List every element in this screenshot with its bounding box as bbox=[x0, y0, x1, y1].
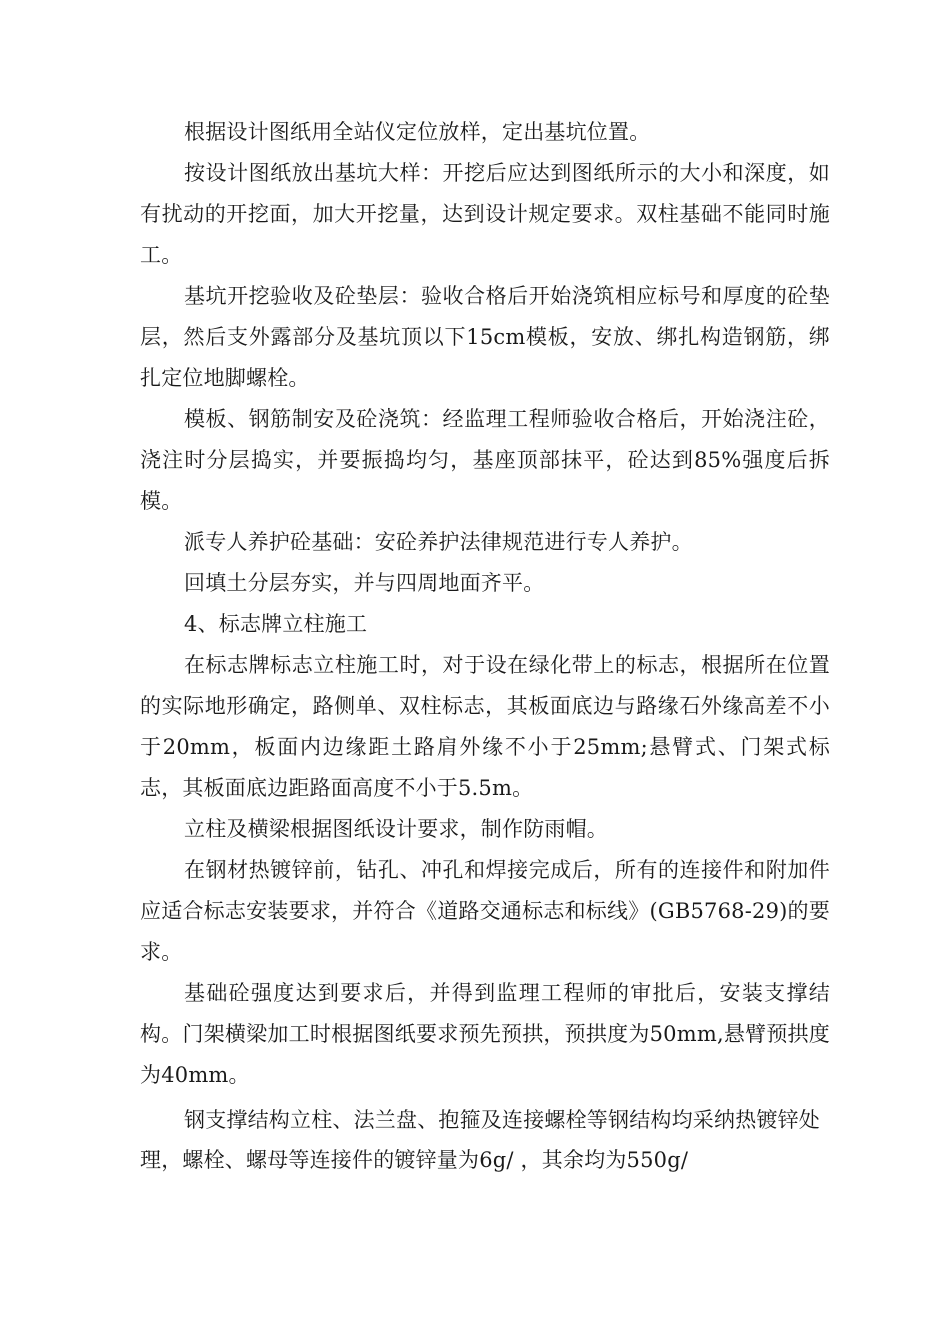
document-body bbox=[140, 112, 830, 1180]
paragraph-column-construction: 在标志牌标志立柱施工时，对于设在绿化带上的标志，根据所在位置的实际地形确定，路侧单、双柱标志，其板面底边与路缘石外缘高差不小于20mm，板面内边缘距土路肩外缘不小于25mm;悬臂式、门架式标志，其板面底边距路面高度不小于5.5m。 bbox=[140, 653, 830, 800]
paragraph-support-structure: 基础砼强度达到要求后，并得到监理工程师的审批后，安装支撑结构。门架横梁加工时根据图纸要求预先预拱，预拱度为50mm,悬臂预拱度为40mm。 bbox=[140, 981, 830, 1087]
paragraph-rain-cap: 立柱及横梁根据图纸设计要求，制作防雨帽。 bbox=[184, 817, 608, 841]
paragraph-galvanizing: 在钢材热镀锌前，钻孔、冲孔和焊接完成后，所有的连接件和附加件应适合标志安装要求，并符合《道路交通标志和标线》(GB5768-29)的要求。 bbox=[140, 858, 830, 964]
paragraph-curing: 派专人养护砼基础：安砼养护法律规范进行专人养护。 bbox=[184, 530, 693, 554]
paragraph-cushion: 基坑开挖验收及砼垫层：验收合格后开始浇筑相应标号和厚度的砼垫层，然后支外露部分及基坑顶以下15cm模板，安放、绑扎构造钢筋，绑扎定位地脚螺栓。 bbox=[140, 284, 830, 390]
paragraph-excavation: 按设计图纸放出基坑大样：开挖后应达到图纸所示的大小和深度，如有扰动的开挖面，加大开挖量，达到设计规定要求。双柱基础不能同时施工。 bbox=[140, 161, 830, 267]
paragraph-backfill: 回填土分层夯实，并与四周地面齐平。 bbox=[184, 571, 545, 595]
paragraph-survey: 根据设计图纸用全站仪定位放样，定出基坑位置。 bbox=[184, 120, 651, 144]
section-heading: 4、标志牌立柱施工 bbox=[184, 612, 368, 636]
paragraph-formwork: 模板、钢筋制安及砼浇筑：经监理工程师验收合格后，开始浇注砼，浇注时分层捣实，并要振捣均匀，基座顶部抹平，砼达到85%强度后拆模。 bbox=[140, 407, 830, 513]
paragraph-zinc-coating: 钢支撑结构立柱、法兰盘、抱箍及连接螺栓等钢结构均采纳热镀锌处理，螺栓、螺母等连接件的镀锌量为6g/ ，其余均为550g/ bbox=[140, 1108, 820, 1172]
